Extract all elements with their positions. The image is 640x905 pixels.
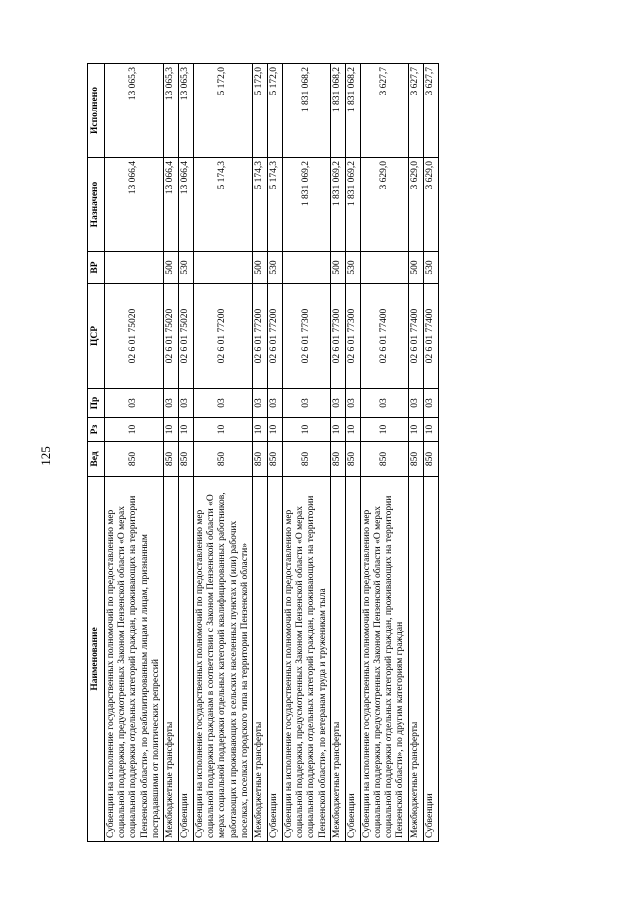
cell-pr: 03	[330, 389, 345, 418]
cell-ved: 850	[164, 442, 179, 477]
cell-pr: 03	[345, 389, 360, 418]
cell-pr: 03	[164, 389, 179, 418]
cell-ved: 850	[345, 442, 360, 477]
cell-assigned: 5 174,3	[268, 158, 283, 252]
cell-assigned: 1 831 069,2	[345, 158, 360, 252]
cell-rz: 10	[253, 418, 268, 442]
cell-ved: 850	[408, 442, 423, 477]
cell-rz: 10	[105, 418, 164, 442]
cell-csr: 02 6 01 77200	[253, 284, 268, 389]
table-row	[164, 64, 179, 842]
cell-executed: 3 627,7	[360, 64, 408, 158]
cell-rz: 10	[345, 418, 360, 442]
cell-executed: 3 627,7	[423, 64, 438, 158]
cell-pr: 03	[360, 389, 408, 418]
cell-pr: 03	[268, 389, 283, 418]
cell-assigned: 1 831 069,2	[330, 158, 345, 252]
cell-pr: 03	[179, 389, 194, 418]
cell-csr: 02 6 01 75020	[164, 284, 179, 389]
cell-vr	[360, 252, 408, 284]
cell-executed: 1 831 068,2	[345, 64, 360, 158]
cell-rz: 10	[423, 418, 438, 442]
header-csr: ЦСР	[88, 284, 105, 389]
cell-csr: 02 6 01 77400	[360, 284, 408, 389]
cell-executed: 5 172,0	[268, 64, 283, 158]
header-pr: Пр	[88, 389, 105, 418]
cell-rz: 10	[268, 418, 283, 442]
cell-name: Субвенции на исполнение государственных полномочий по предоставлению мер социальной поддержки, предусмотренных Законом Пензенской области «О мерах социальной поддержки отдельных категорий граждан, проживающих на территории Пензенской области», по реабилитированным лицам и лицам, признанным пострадавшими от политических репрессий	[105, 477, 164, 842]
cell-vr: 500	[330, 252, 345, 284]
page-number: 125	[37, 446, 53, 466]
cell-name: Субвенции	[345, 477, 360, 842]
header-name: Наименование	[88, 477, 105, 842]
cell-rz: 10	[164, 418, 179, 442]
cell-name: Межбюджетные трансферты	[164, 477, 179, 842]
cell-name: Субвенции	[179, 477, 194, 842]
cell-ved: 850	[423, 442, 438, 477]
cell-name: Межбюджетные трансферты	[408, 477, 423, 842]
cell-csr: 02 6 01 77400	[408, 284, 423, 389]
cell-executed: 3 627,7	[408, 64, 423, 158]
cell-name: Межбюджетные трансферты	[330, 477, 345, 842]
cell-assigned: 3 629,0	[423, 158, 438, 252]
cell-assigned: 13 066,4	[179, 158, 194, 252]
cell-name: Субвенции на исполнение государственных полномочий по предоставлению мер социальной поддержки, предусмотренных Законом Пензенской области «О мерах социальной поддержки отдельных категорий граждан, проживающих на территории Пензенской области», по другим категориям граждан	[360, 477, 408, 842]
cell-rz: 10	[408, 418, 423, 442]
cell-csr: 02 6 01 75020	[179, 284, 194, 389]
header-ved: Вед	[88, 442, 105, 477]
cell-csr: 02 6 01 77200	[194, 284, 253, 389]
cell-ved: 850	[360, 442, 408, 477]
cell-assigned: 5 174,3	[253, 158, 268, 252]
cell-rz: 10	[360, 418, 408, 442]
header-rz: Рз	[88, 418, 105, 442]
cell-rz: 10	[179, 418, 194, 442]
cell-vr	[105, 252, 164, 284]
cell-ved: 850	[268, 442, 283, 477]
table-row	[423, 64, 438, 842]
header-executed: Исполнено	[88, 64, 105, 158]
cell-rz: 10	[194, 418, 253, 442]
cell-executed: 13 065,3	[164, 64, 179, 158]
cell-rz: 10	[330, 418, 345, 442]
cell-pr: 03	[423, 389, 438, 418]
cell-ved: 850	[105, 442, 164, 477]
cell-executed: 13 065,3	[105, 64, 164, 158]
cell-csr: 02 6 01 77400	[423, 284, 438, 389]
cell-vr	[194, 252, 253, 284]
cell-pr: 03	[253, 389, 268, 418]
cell-ved: 850	[194, 442, 253, 477]
table-row	[360, 64, 408, 842]
cell-name: Субвенции	[423, 477, 438, 842]
cell-ved: 850	[179, 442, 194, 477]
header-assigned: Назначено	[88, 158, 105, 252]
cell-name: Субвенции на исполнение государственных полномочий по предоставлению мер социальной поддержки гражданам в соответствии с Законом Пензенской области «О мерах социальной поддержки отдельных категорий квалифицированных работников, работающих и проживающих в сельских населенных пунктах и (или) рабочих поселках, поселках городского типа на территории Пензенской области»	[194, 477, 253, 842]
cell-ved: 850	[330, 442, 345, 477]
cell-rz: 10	[283, 418, 331, 442]
cell-name: Субвенции на исполнение государственных полномочий по предоставлению мер социальной поддержки, предусмотренных Законом Пензенской области «О мерах социальной поддержки отдельных категорий граждан, проживающих на территории Пензенской области», по ветеранам труда и труженикам тыла	[283, 477, 331, 842]
cell-assigned: 5 174,3	[194, 158, 253, 252]
cell-executed: 1 831 068,2	[283, 64, 331, 158]
cell-executed: 1 831 068,2	[330, 64, 345, 158]
cell-pr: 03	[408, 389, 423, 418]
table-row	[345, 64, 360, 842]
cell-vr: 530	[179, 252, 194, 284]
cell-name: Субвенции	[268, 477, 283, 842]
header-vr: ВР	[88, 252, 105, 284]
cell-vr: 500	[408, 252, 423, 284]
cell-vr	[283, 252, 331, 284]
cell-assigned: 3 629,0	[360, 158, 408, 252]
table-row	[194, 64, 253, 842]
cell-csr: 02 6 01 75020	[105, 284, 164, 389]
cell-pr: 03	[283, 389, 331, 418]
table-header-row	[88, 64, 105, 842]
cell-vr: 500	[253, 252, 268, 284]
table-row	[179, 64, 194, 842]
table-row	[268, 64, 283, 842]
cell-ved: 850	[283, 442, 331, 477]
cell-assigned: 3 629,0	[408, 158, 423, 252]
cell-executed: 5 172,0	[253, 64, 268, 158]
cell-csr: 02 6 01 77300	[283, 284, 331, 389]
cell-vr: 530	[345, 252, 360, 284]
table-row	[408, 64, 423, 842]
table-row	[330, 64, 345, 842]
table-row	[283, 64, 331, 842]
cell-assigned: 1 831 069,2	[283, 158, 331, 252]
table-row	[105, 64, 164, 842]
cell-vr: 530	[268, 252, 283, 284]
cell-executed: 13 065,3	[179, 64, 194, 158]
cell-ved: 850	[253, 442, 268, 477]
cell-csr: 02 6 01 77300	[345, 284, 360, 389]
budget-table	[87, 63, 439, 842]
cell-pr: 03	[194, 389, 253, 418]
table-row	[253, 64, 268, 842]
cell-executed: 5 172,0	[194, 64, 253, 158]
cell-csr: 02 6 01 77300	[330, 284, 345, 389]
cell-assigned: 13 066,4	[164, 158, 179, 252]
cell-assigned: 13 066,4	[105, 158, 164, 252]
cell-csr: 02 6 01 77200	[268, 284, 283, 389]
cell-pr: 03	[105, 389, 164, 418]
cell-name: Межбюджетные трансферты	[253, 477, 268, 842]
cell-vr: 500	[164, 252, 179, 284]
cell-vr: 530	[423, 252, 438, 284]
rotated-table-container	[87, 64, 557, 842]
